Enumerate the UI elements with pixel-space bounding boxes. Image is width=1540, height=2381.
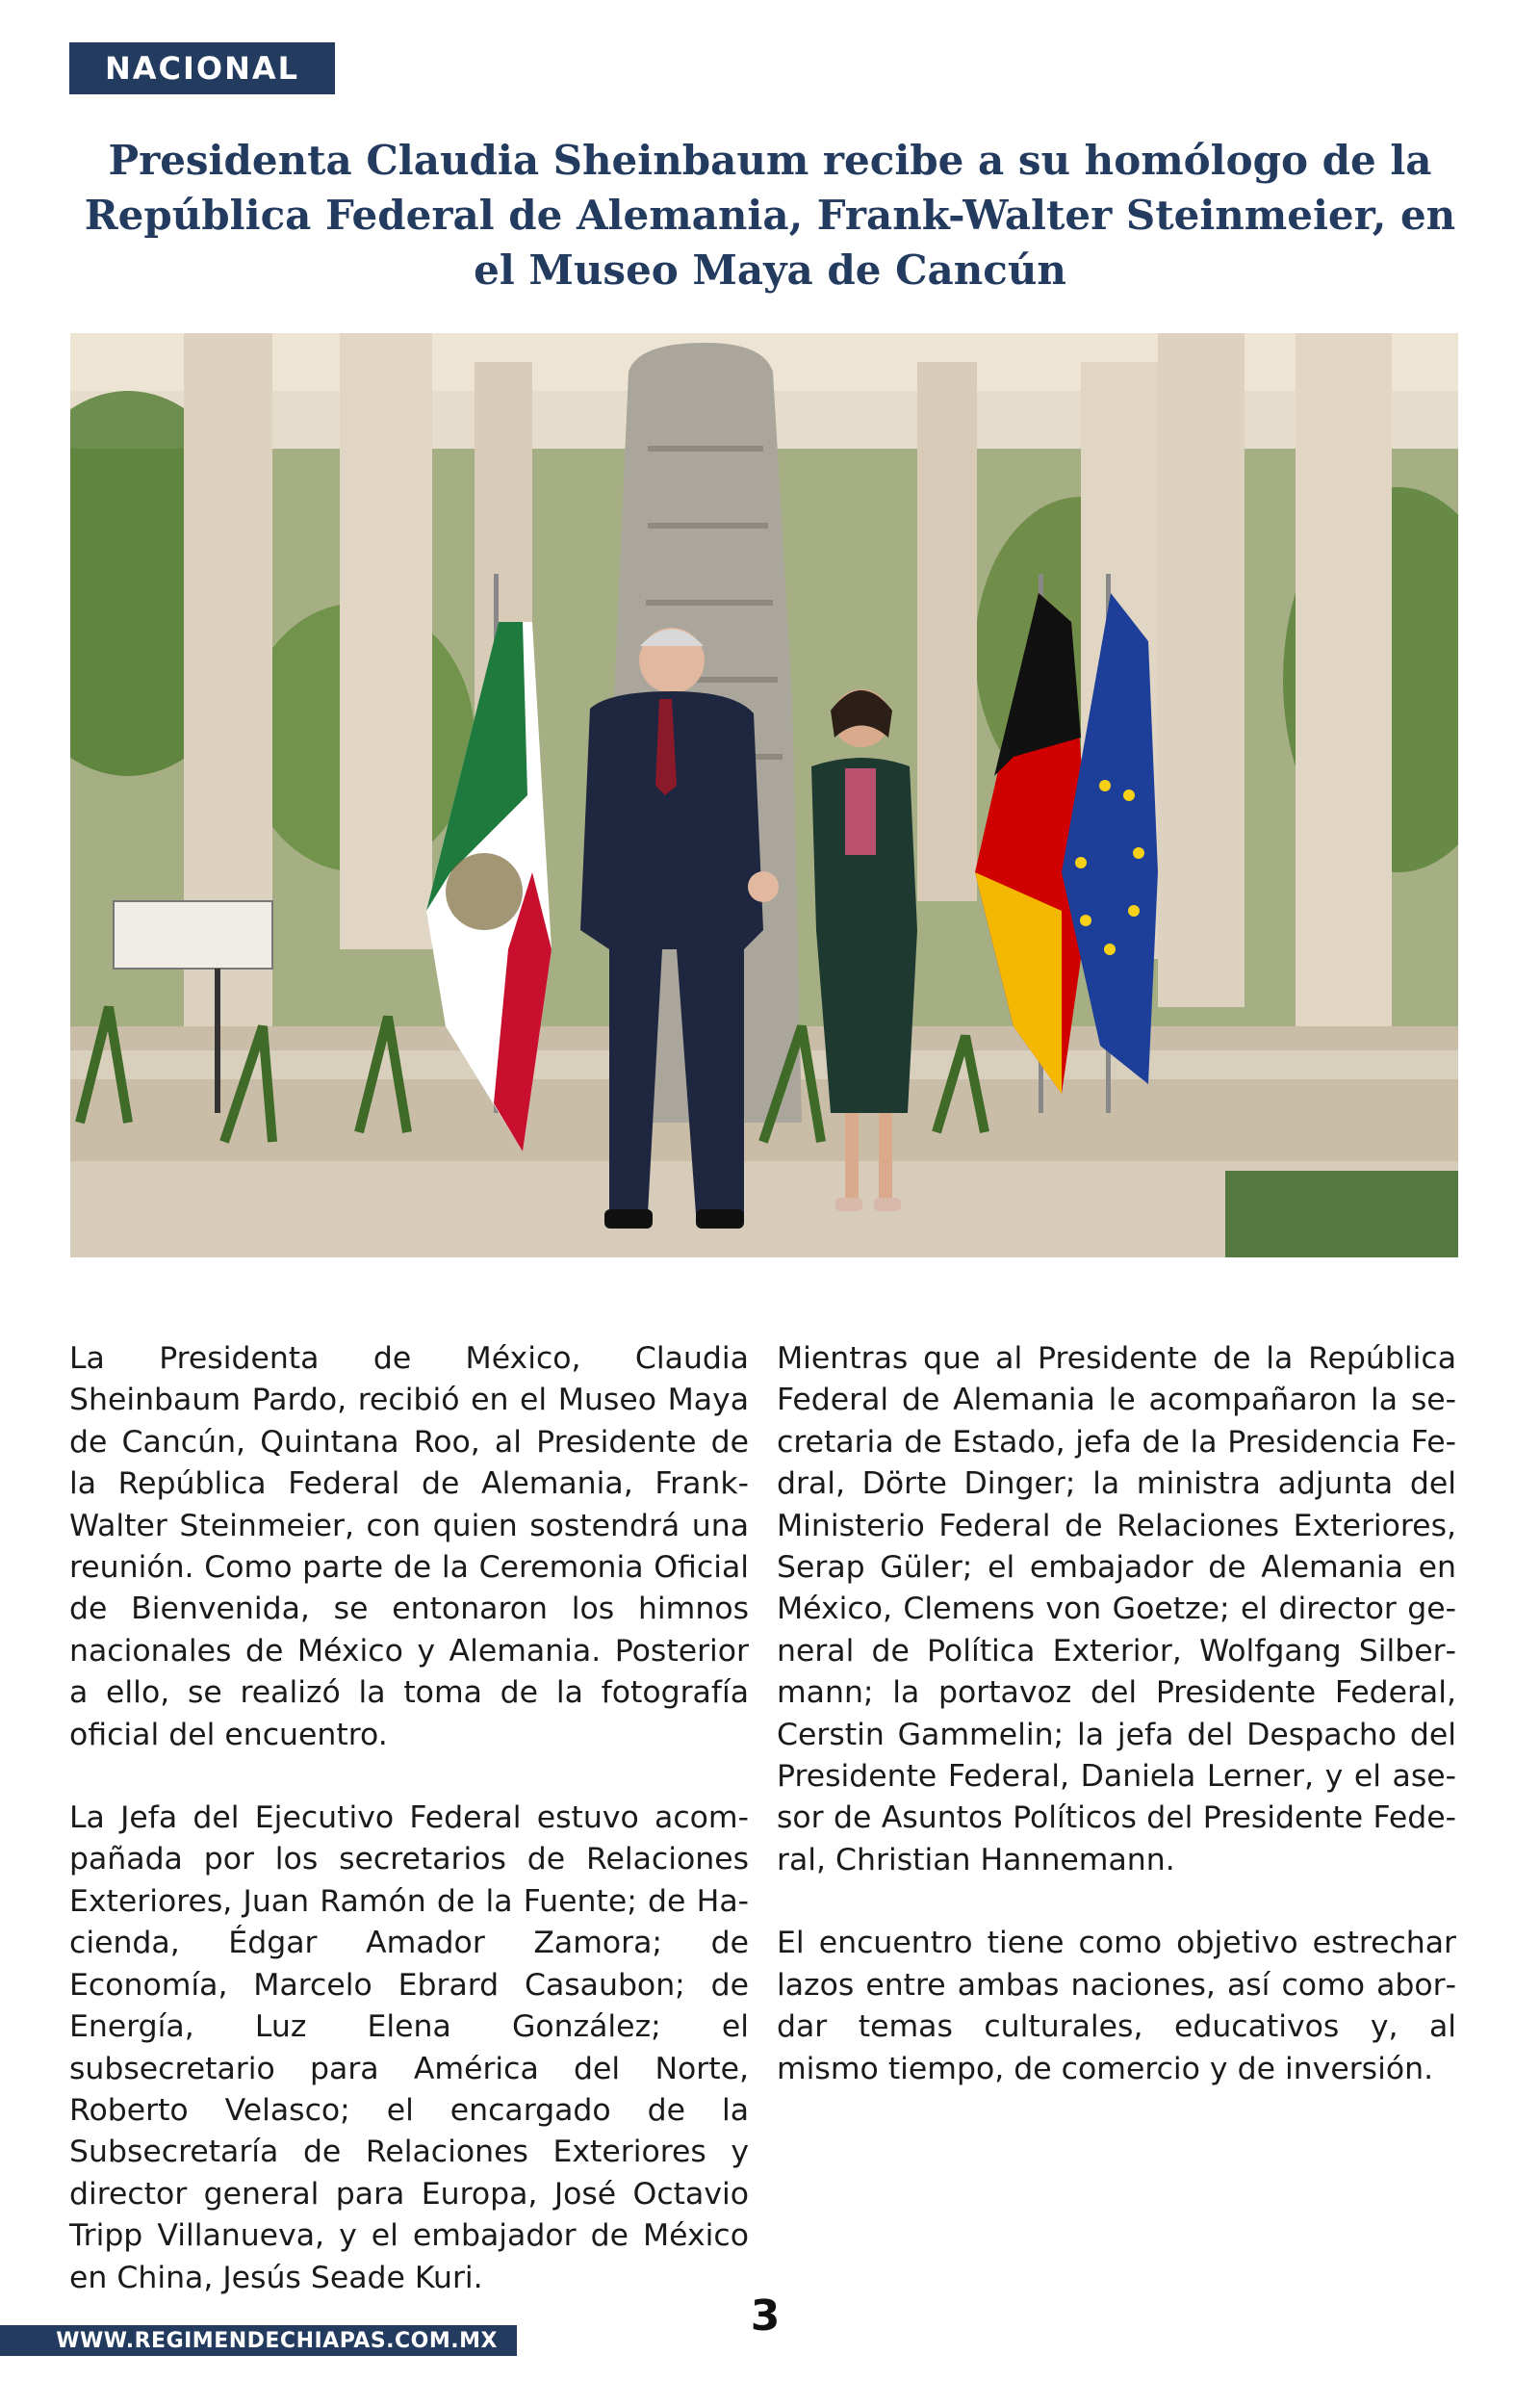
article-photo bbox=[70, 333, 1458, 1257]
article-column-left bbox=[69, 1338, 749, 2341]
section-label: NACIONAL bbox=[69, 42, 335, 94]
article-headline: Presidenta Claudia Sheinbaum recibe a su homólogo de la República Federal de Alemania, Frank-Walter Steinmeier, en el Museo Maya de Cancún bbox=[84, 137, 1456, 294]
photo-column bbox=[1296, 333, 1392, 1065]
page-number: 3 bbox=[750, 2291, 781, 2341]
photo-column bbox=[917, 362, 977, 901]
footer-website-bar bbox=[0, 2325, 517, 2356]
photo-column bbox=[340, 333, 432, 949]
photo-plaque bbox=[114, 901, 272, 969]
paragraph: Mientras que al Presidente de la República Federal de Alemania le acompañaron la secretaria de Estado, jefa de la Presidencia Fedral, Dörte Dinger; la ministra adjunta del Ministerio Federal de Relaciones Exteriores, Serap Güler; el embajador de Alemania en México, Clemens von Goetze; el director general de Política Exterior, Wolfgang Silbermann; la portavoz del Presidente Federal, Cerstin Gammelin; la jefa del Despacho del Presidente Federal, Daniela Lerner, y el asesor de Asuntos Políticos del Presidente Federal, Christian Hannemann. bbox=[777, 1341, 1456, 1877]
photo-illustration bbox=[70, 333, 1458, 1257]
paragraph: La Jefa del Ejecutivo Federal estuvo acompañada por los secretarios de Relaciones Exteriores, Juan Ramón de la Fuente; de Hacienda, Édgar Amador Zamora; de Economía, Marcelo Ebrard Casaubon; de Energía, Luz Elena González; el subsecretario para América del Norte, Roberto Velasco; el encargado de la Subsecretaría de Relaciones Exteriores y director general para Europa, José Octavio Tripp Villanueva, y el embajador de México en China, Jesús Seade Kuri. bbox=[69, 1800, 749, 2295]
website-link[interactable]: WWW.REGIMENDECHIAPAS.COM.MX bbox=[56, 2328, 498, 2353]
article-column-right bbox=[777, 1338, 1456, 2132]
paragraph: El encuentro tiene como objetivo estrechar lazos entre ambas naciones, así como abordar temas culturales, educativos y, al mismo tiempo, de comercio y de inversión. bbox=[777, 1926, 1456, 2086]
photo-column bbox=[1158, 333, 1245, 1007]
paragraph: La Presidenta de México, Claudia Sheinbaum Pardo, recibió en el Museo Maya de Cancún, Quintana Roo, al Presidente de la República Federal de Alemania, Frank-Walter Steinmeier, con quien sostendrá una reunión. Como parte de la Ceremonia Oficial de Bienvenida, se entonaron los himnos nacionales de México y Alemania. Posterior a ello, se realizó la toma de la fotografía oficial del encuentro. bbox=[69, 1341, 749, 1752]
